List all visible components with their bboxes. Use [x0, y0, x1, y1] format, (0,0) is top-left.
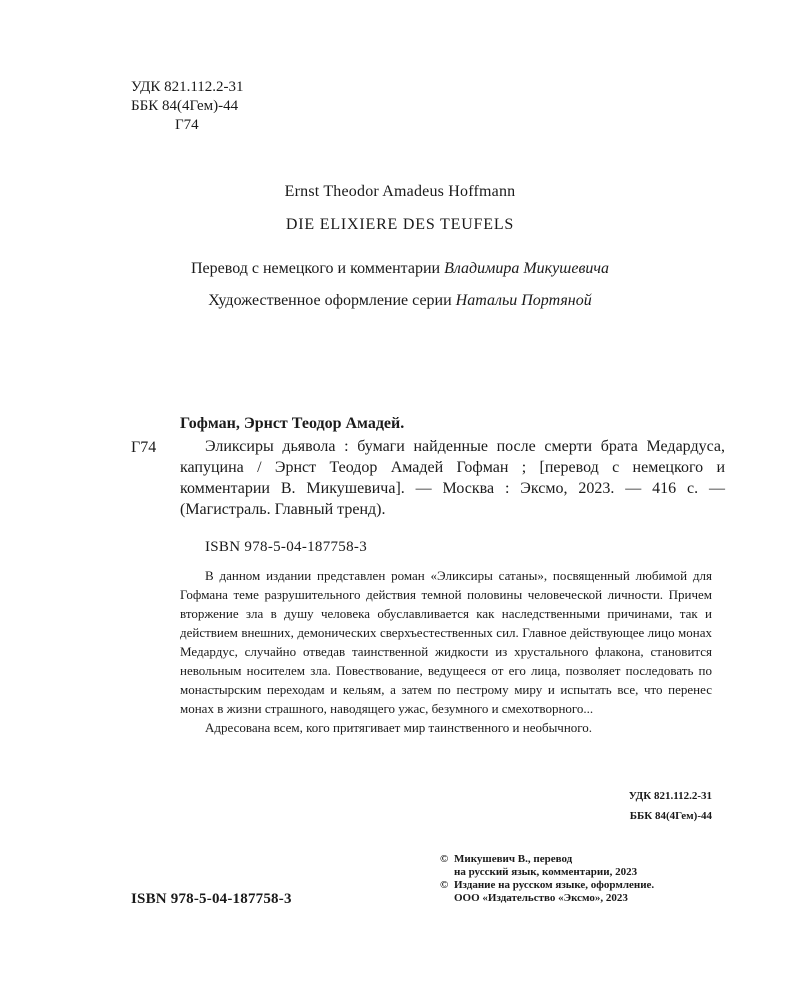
annotation-paragraph: Адресована всем, кого притягивает мир таинственного и необычного.: [205, 720, 593, 735]
catalog-author-heading: Гофман, Эрнст Теодор Амадей.: [180, 415, 405, 432]
design-credit: [0, 292, 800, 310]
copyright-line: Издание на русском языке, оформление.: [454, 879, 655, 891]
copyright-line: на русский язык, комментарии, 2023: [454, 866, 638, 878]
isbn-bottom: ISBN 978-5-04-187758-3: [131, 891, 292, 907]
copyright-block: [440, 853, 654, 905]
catalog-description-text: Эликсиры дьявола : бумаги найденные после смерти брата Медардуса, капуцина / Эрнст Теодор Амадей Гофман ; [перевод с немецкого и комментарии В. Микушевича]. — Москва : Эксмо, 2023. — 416 с. — (Магистраль. Главный тренд).: [180, 438, 725, 518]
designer-name: Натальи Портяной: [455, 292, 592, 309]
translation-prefix: Перевод с немецкого и комментарии: [190, 260, 445, 277]
copyright-icon: ©: [440, 853, 449, 865]
translator-name: Владимира Микушевича: [444, 260, 610, 277]
design-prefix: Художественное оформление серии: [208, 292, 456, 309]
original-title: DIE ELIXIERE DES TEUFELS: [285, 216, 515, 233]
udk-code: УДК 821.112.2-31: [131, 79, 244, 95]
classification-codes-small: [480, 786, 712, 826]
udk-code-small: УДК 821.112.2-31: [628, 790, 712, 802]
catalog-index: Г74: [131, 439, 157, 456]
copyright-line: Микушевич В., перевод: [454, 853, 573, 865]
author-mark: Г74: [175, 117, 199, 133]
copyright-icon: ©: [440, 879, 449, 891]
catalog-description: [180, 436, 725, 520]
annotation-paragraph: В данном издании представлен роман «Эликсиры сатаны», посвященный любимой для Гофмана теме разрушительного действия темной половины человеческой личности. Причем вторжение зла в душу человека обуславливается как наследственными причинами, так и действием внешних, демонических сверхъестественных сил. Главное действующее лицо монах Медардус, случайно отведав таинственной жидкости из хрустального флакона, становится невольным носителем зла. Повествование, ведущееся от его лица, позволяет последовать по монастырским переходам и кельям, а затем по пестрому миру и испытать все, что перенес монах в жизни страшного, наводящего ужас, безумного и смехотворного...: [180, 568, 712, 716]
original-author: Ernst Theodor Amadeus Hoffmann: [284, 183, 516, 200]
bbk-code: ББК 84(4Гем)-44: [131, 98, 239, 114]
copyright-entry: [440, 853, 654, 879]
catalog-isbn: ISBN 978-5-04-187758-3: [205, 539, 368, 555]
bbk-code-small: ББК 84(4Гем)-44: [629, 810, 712, 822]
copyright-entry: [440, 879, 654, 905]
classification-codes: [131, 78, 244, 135]
copyright-line: ООО «Издательство «Эксмо», 2023: [454, 892, 628, 904]
annotation: [180, 566, 712, 737]
translation-credit: [0, 260, 800, 278]
